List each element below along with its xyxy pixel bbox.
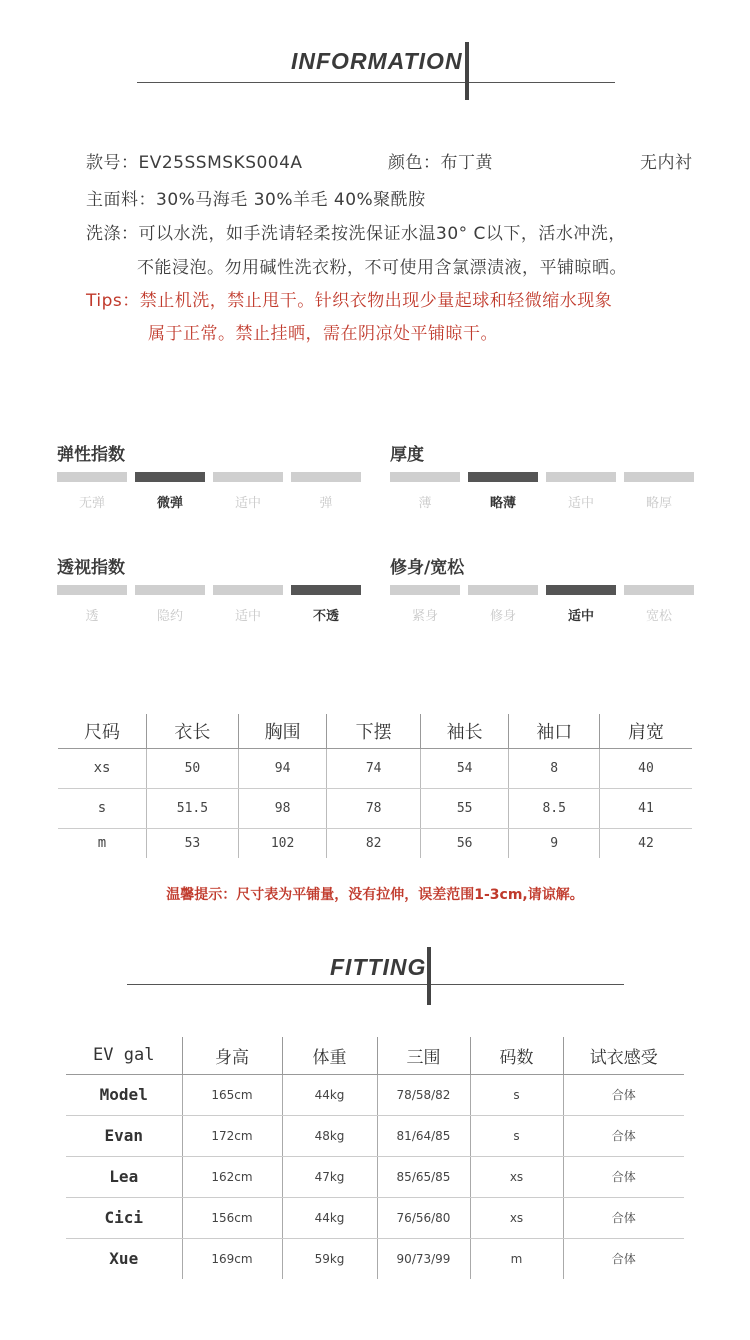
rating-option-label: 透 [85,609,99,624]
rating-bar [57,585,127,595]
size-table-header: 衣长 [147,714,239,748]
table-cell: 合体 [563,1115,684,1156]
size-table-header: 肩宽 [600,714,692,748]
rating-title: 透视指数 [57,558,125,578]
rating-option-label: 薄 [418,496,432,511]
rating-bar [624,585,694,595]
rating-option-label: 略厚 [645,496,672,511]
fitting-table-header: 试衣感受 [563,1037,684,1074]
table-cell: xs [470,1156,563,1197]
table-cell: 41 [600,788,692,828]
rating-bar [57,472,127,482]
table-cell: 85/65/85 [377,1156,470,1197]
table-row [58,748,692,788]
table-cell: Evan [66,1115,182,1156]
rating-bar [390,585,460,595]
table-cell: 合体 [563,1238,684,1279]
table-cell: 59kg [282,1238,377,1279]
rating-title: 弹性指数 [57,445,125,465]
table-cell: 合体 [563,1074,684,1115]
table-cell: s [470,1074,563,1115]
rating-bar [135,585,205,595]
table-cell: 55 [420,788,509,828]
rating-title: 修身/宽松 [390,558,465,578]
fitting-table-header: 身高 [182,1037,282,1074]
information-accent-bar [465,42,469,100]
rating-bar [546,585,616,595]
fitting-table-header: EV gal [66,1037,182,1074]
table-cell: m [470,1238,563,1279]
size-note: 温馨提示：尺寸表为平铺量，没有拉伸，误差范围1-3cm,请谅解。 [166,887,584,903]
rating-bar [546,472,616,482]
fitting-table-header: 三围 [377,1037,470,1074]
table-cell: 50 [147,748,239,788]
rating-option-label: 宽松 [645,609,672,624]
fitting-accent-bar [427,947,431,1005]
table-row [58,788,692,828]
table-cell: 54 [420,748,509,788]
table-cell: 98 [238,788,327,828]
rating-option-label: 不透 [312,609,339,624]
rating-bar [468,585,538,595]
table-cell: 81/64/85 [377,1115,470,1156]
table-row [66,1156,684,1197]
size-table [58,714,692,858]
rating-bar [135,472,205,482]
table-row [66,1197,684,1238]
table-cell: 172cm [182,1115,282,1156]
table-cell: 56 [420,828,509,858]
table-cell: 47kg [282,1156,377,1197]
size-table-header: 袖口 [509,714,600,748]
rating-option-label: 修身 [489,609,516,624]
table-cell: 169cm [182,1238,282,1279]
rating-option-label: 适中 [234,496,261,511]
rating-option-label: 略薄 [489,496,516,511]
fitting-table-header: 体重 [282,1037,377,1074]
table-cell: 90/73/99 [377,1238,470,1279]
table-cell: s [470,1115,563,1156]
table-cell: 162cm [182,1156,282,1197]
table-cell: Xue [109,1249,139,1269]
table-cell: s [58,788,147,828]
table-row [66,1238,684,1279]
table-cell: 74 [327,748,420,788]
tips-line-2: 属于正常。禁止挂晒，需在阴凉处平铺晾干。 [148,324,498,344]
size-table-header: 尺码 [58,714,147,748]
rating-option-label: 适中 [234,609,261,624]
table-cell: 44kg [282,1197,377,1238]
table-cell: 156cm [182,1197,282,1238]
table-cell: Model [66,1074,182,1115]
rating-bar [213,585,283,595]
table-cell: 53 [147,828,239,858]
rating-bar [624,472,694,482]
material-info: 主面料：30%马海毛 30%羊毛 40%聚酰胺 [86,190,426,210]
table-cell: 合体 [563,1156,684,1197]
fitting-table-header: 码数 [470,1037,563,1074]
table-cell: 76/56/80 [377,1197,470,1238]
rating-option-label: 隐约 [156,609,183,624]
information-title: INFORMATION [291,48,463,74]
size-table-header: 袖长 [420,714,509,748]
table-cell: 102 [238,828,327,858]
fitting-table [66,1037,684,1279]
table-cell: 42 [600,828,692,858]
wash-info-line-1: 洗涤：可以水洗，如手洗请轻柔按洗保证水温30° C以下，活水冲洗， [86,224,626,244]
rating-bar [390,472,460,482]
table-cell: 82 [327,828,420,858]
color-info: 颜色：布丁黄 [388,153,493,173]
rating-bar [291,585,361,595]
rating-bar [291,472,361,482]
table-cell: 94 [238,748,327,788]
table-cell: 48kg [282,1115,377,1156]
fitting-title: FITTING [330,954,427,980]
table-cell: 40 [600,748,692,788]
rating-option-label: 弹 [319,496,333,511]
table-cell: xs [470,1197,563,1238]
size-table-header: 下摆 [327,714,420,748]
size-table-header: 胸围 [238,714,327,748]
style-number: 款号：EV25SSMSKS004A [86,153,303,173]
table-cell: 165cm [182,1074,282,1115]
table-cell: 8 [509,748,600,788]
table-row [66,1115,684,1156]
rating-option-label: 微弹 [156,496,183,511]
table-cell: 44kg [282,1074,377,1115]
table-cell: xs [58,748,147,788]
table-row [58,828,692,858]
table-cell: Lea [66,1156,182,1197]
rating-option-label: 适中 [567,496,594,511]
table-cell: m [97,835,107,852]
table-cell: 78 [327,788,420,828]
wash-info-line-2: 不能浸泡。勿用碱性洗衣粉，不可使用含氯漂渍液，平铺晾晒。 [137,258,627,278]
table-cell: 9 [509,828,600,858]
table-cell: 51.5 [147,788,239,828]
rating-title: 厚度 [390,445,424,465]
information-divider [137,82,615,83]
rating-option-label: 无弹 [78,496,105,511]
table-cell: 8.5 [509,788,600,828]
table-cell: 合体 [563,1197,684,1238]
rating-bar [213,472,283,482]
fitting-divider [127,984,624,985]
rating-option-label: 紧身 [411,609,438,624]
rating-option-label: 适中 [567,609,594,624]
table-cell: 78/58/82 [377,1074,470,1115]
rating-bar [468,472,538,482]
table-row [66,1074,684,1115]
lining-info: 无内衬 [640,153,693,173]
tips-line-1: Tips：禁止机洗，禁止甩干。针织衣物出现少量起球和轻微缩水现象 [86,291,613,311]
table-cell: Cici [66,1197,182,1238]
